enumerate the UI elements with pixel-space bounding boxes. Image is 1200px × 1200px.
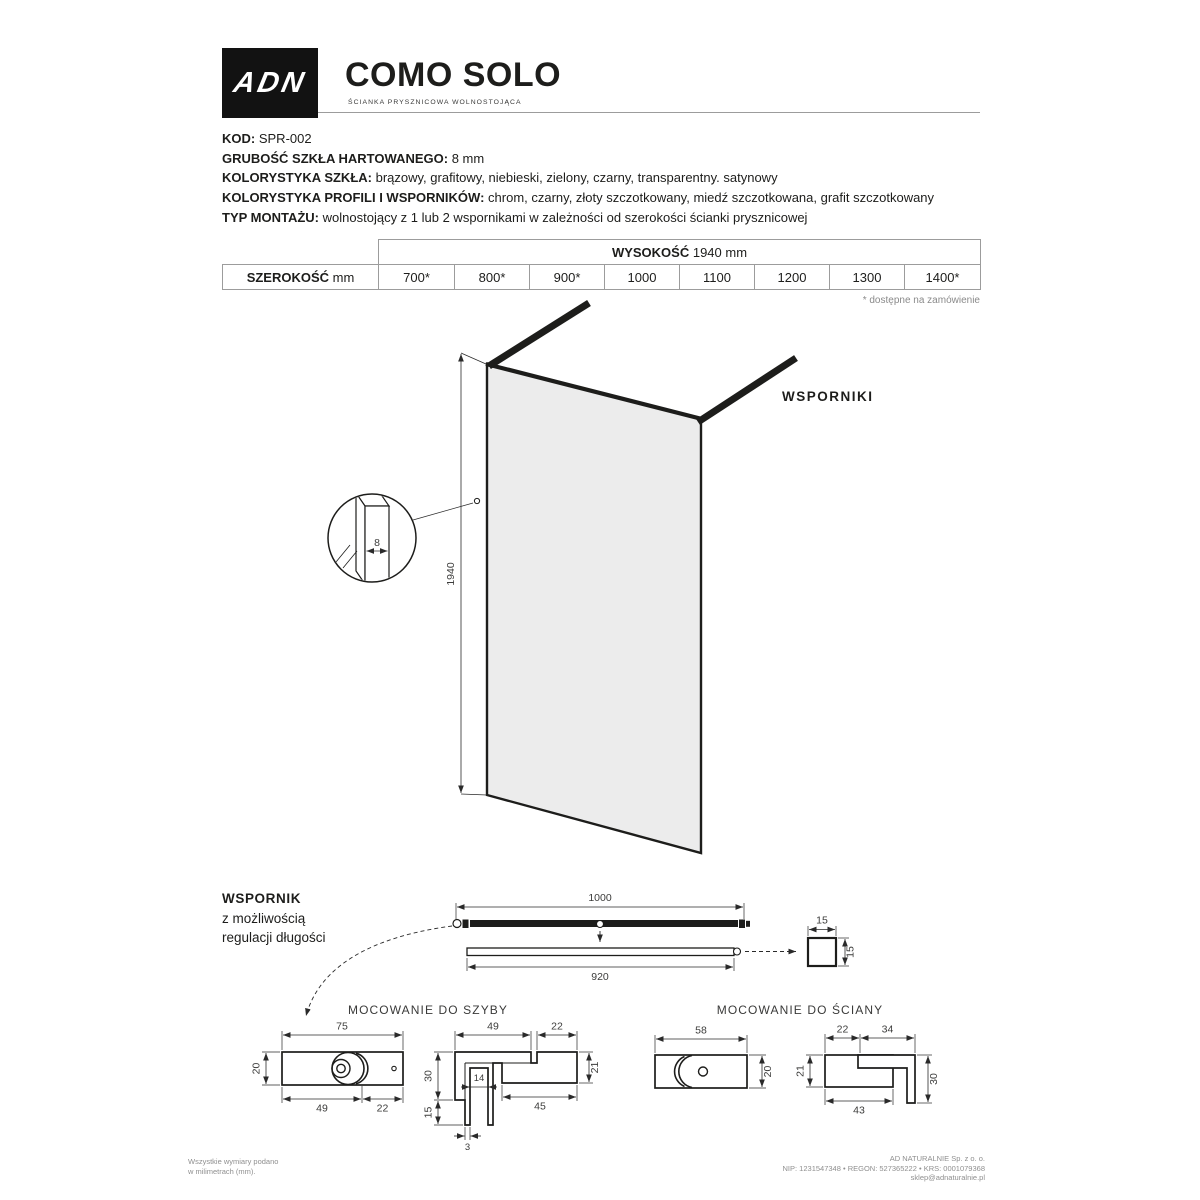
- support-profile-section: [808, 915, 857, 967]
- spec-value: chrom, czarny, złoty szczotkowany, miedź szczotkowana, grafit szczotkowany: [488, 190, 935, 206]
- page-subtitle: ŚCIANKA PRYSZNICOWA WOLNOSTOJĄCA: [348, 99, 522, 106]
- spec-line-typ-montazu: [222, 208, 934, 228]
- wall-mount-side-view: [795, 1024, 941, 1117]
- spec-label: KOLORYSTYKA PROFILI I WSPORNIKÓW:: [222, 190, 485, 206]
- spec-label: KOLORYSTYKA SZKŁA:: [222, 170, 372, 186]
- width-label-unit: mm: [329, 269, 355, 285]
- brand-logo: [222, 48, 318, 118]
- profile-width-text: 15: [816, 914, 828, 927]
- gm-side-lower: 15: [422, 1106, 435, 1119]
- spec-value: wolnostojący z 1 lub 2 wspornikami w zależności od szerokości ścianki prysznicowej: [322, 209, 808, 225]
- width-label-cell: [222, 264, 379, 290]
- height-header-bold: WYSOKOŚĆ: [611, 244, 690, 260]
- gm-side-upper: 30: [422, 1070, 435, 1082]
- spec-label: KOD:: [222, 131, 256, 146]
- table-cell: 1300: [829, 264, 905, 290]
- table-cell: 1400*: [904, 264, 981, 290]
- wm-side-height: 21: [794, 1065, 807, 1077]
- spec-value: 8 mm: [451, 150, 485, 166]
- spec-value: SPR-002: [258, 131, 312, 146]
- wm-top-width: 58: [695, 1024, 707, 1037]
- gm-side-slot: 14: [473, 1073, 485, 1084]
- table-cell: 800*: [454, 264, 530, 290]
- footer-email: sklep@adnaturalnie.pl: [910, 1173, 985, 1182]
- support-section-title: WSPORNIK: [222, 891, 302, 906]
- glass-thickness-text: 8: [374, 537, 380, 549]
- glass-mount-title: MOCOWANIE DO SZYBY: [347, 1003, 509, 1017]
- glass-mount-top-view: [251, 1021, 404, 1115]
- gm-top-clamp: 22: [376, 1102, 389, 1115]
- gm-side-right: 21: [589, 1061, 601, 1074]
- page-title: COMO SOLO: [345, 56, 562, 94]
- gm-top-width: 75: [336, 1020, 348, 1033]
- support-section-sub1: z możliwością: [222, 910, 306, 926]
- profile-height-text: 15: [844, 946, 857, 958]
- gm-side-base: 45: [534, 1100, 546, 1113]
- support-section-label: [222, 889, 326, 948]
- footer-note-line2: w milimetrach (mm).: [188, 1167, 256, 1176]
- height-dim-text: 1940: [445, 562, 457, 586]
- glass-panel-diagram: [328, 303, 874, 853]
- spec-label: GRUBOŚĆ SZKŁA HARTOWANEGO:: [222, 150, 449, 166]
- supports-label: WSPORNIKI: [782, 389, 874, 404]
- footer-company-info: [783, 1154, 985, 1183]
- footer-registry: NIP: 1231547348 • REGON: 527365222 • KRS: 0001079368: [782, 1163, 985, 1173]
- spec-line-kolor-profili: [222, 188, 934, 208]
- table-cell: 900*: [529, 264, 605, 290]
- width-label-bold: SZEROKOŚĆ: [246, 269, 330, 285]
- glass-mount-side-view: [423, 1021, 602, 1154]
- gm-top-body: 49: [316, 1102, 328, 1115]
- wm-side-left: 22: [836, 1023, 849, 1036]
- footer-note: [188, 1157, 278, 1177]
- table-cell: 1100: [679, 264, 755, 290]
- glass-panel: [487, 364, 701, 853]
- spec-value: brązowy, grafitowy, niebieski, zielony, czarny, transparentny. satynowy: [375, 170, 778, 186]
- gm-side-top: 49: [487, 1020, 499, 1033]
- wm-side-drop: 30: [928, 1073, 940, 1085]
- height-header-cell: [378, 239, 981, 265]
- wm-top-height: 20: [762, 1065, 774, 1078]
- support-section-sub2: regulacji długości: [222, 930, 326, 945]
- table-cell: 1200: [754, 264, 830, 290]
- spec-list: [222, 129, 934, 228]
- gm-side-top-right: 22: [551, 1020, 563, 1033]
- height-dimension: [445, 353, 487, 795]
- brand-logo-text: ADN: [230, 66, 310, 99]
- gm-top-height: 20: [250, 1062, 263, 1075]
- footer-company: AD NATURALNIE Sp. z o. o.: [889, 1154, 985, 1163]
- height-header-value: 1940 mm: [689, 244, 748, 260]
- wm-side-base: 43: [853, 1104, 865, 1117]
- size-table: [222, 239, 981, 290]
- table-cell: 700*: [378, 264, 455, 290]
- header-rule: [318, 112, 980, 113]
- table-cell: 1000: [604, 264, 680, 290]
- wall-mount-top-view: [655, 1025, 774, 1089]
- support-bar-left: [489, 303, 589, 366]
- support-inner-length-text: 920: [591, 971, 609, 983]
- footer-note-line1: Wszystkie wymiary podano: [188, 1157, 279, 1166]
- wall-mount-title: MOCOWANIE DO ŚCIANY: [716, 1003, 884, 1017]
- support-bar-drawing: [306, 892, 857, 1016]
- spec-line-kolor-szkla: [222, 168, 934, 188]
- spec-line-grubosc: [222, 149, 934, 169]
- support-bar-inner: [467, 948, 734, 956]
- spec-line-kod: [222, 129, 934, 149]
- gm-side-wall: 3: [464, 1142, 471, 1153]
- support-length-text: 1000: [588, 892, 612, 904]
- wm-side-right: 34: [881, 1023, 894, 1036]
- table-footnote: * dostępne na zamówienie: [862, 295, 980, 306]
- spec-label: TYP MONTAŻU:: [222, 209, 320, 225]
- leader-marker: [474, 498, 479, 503]
